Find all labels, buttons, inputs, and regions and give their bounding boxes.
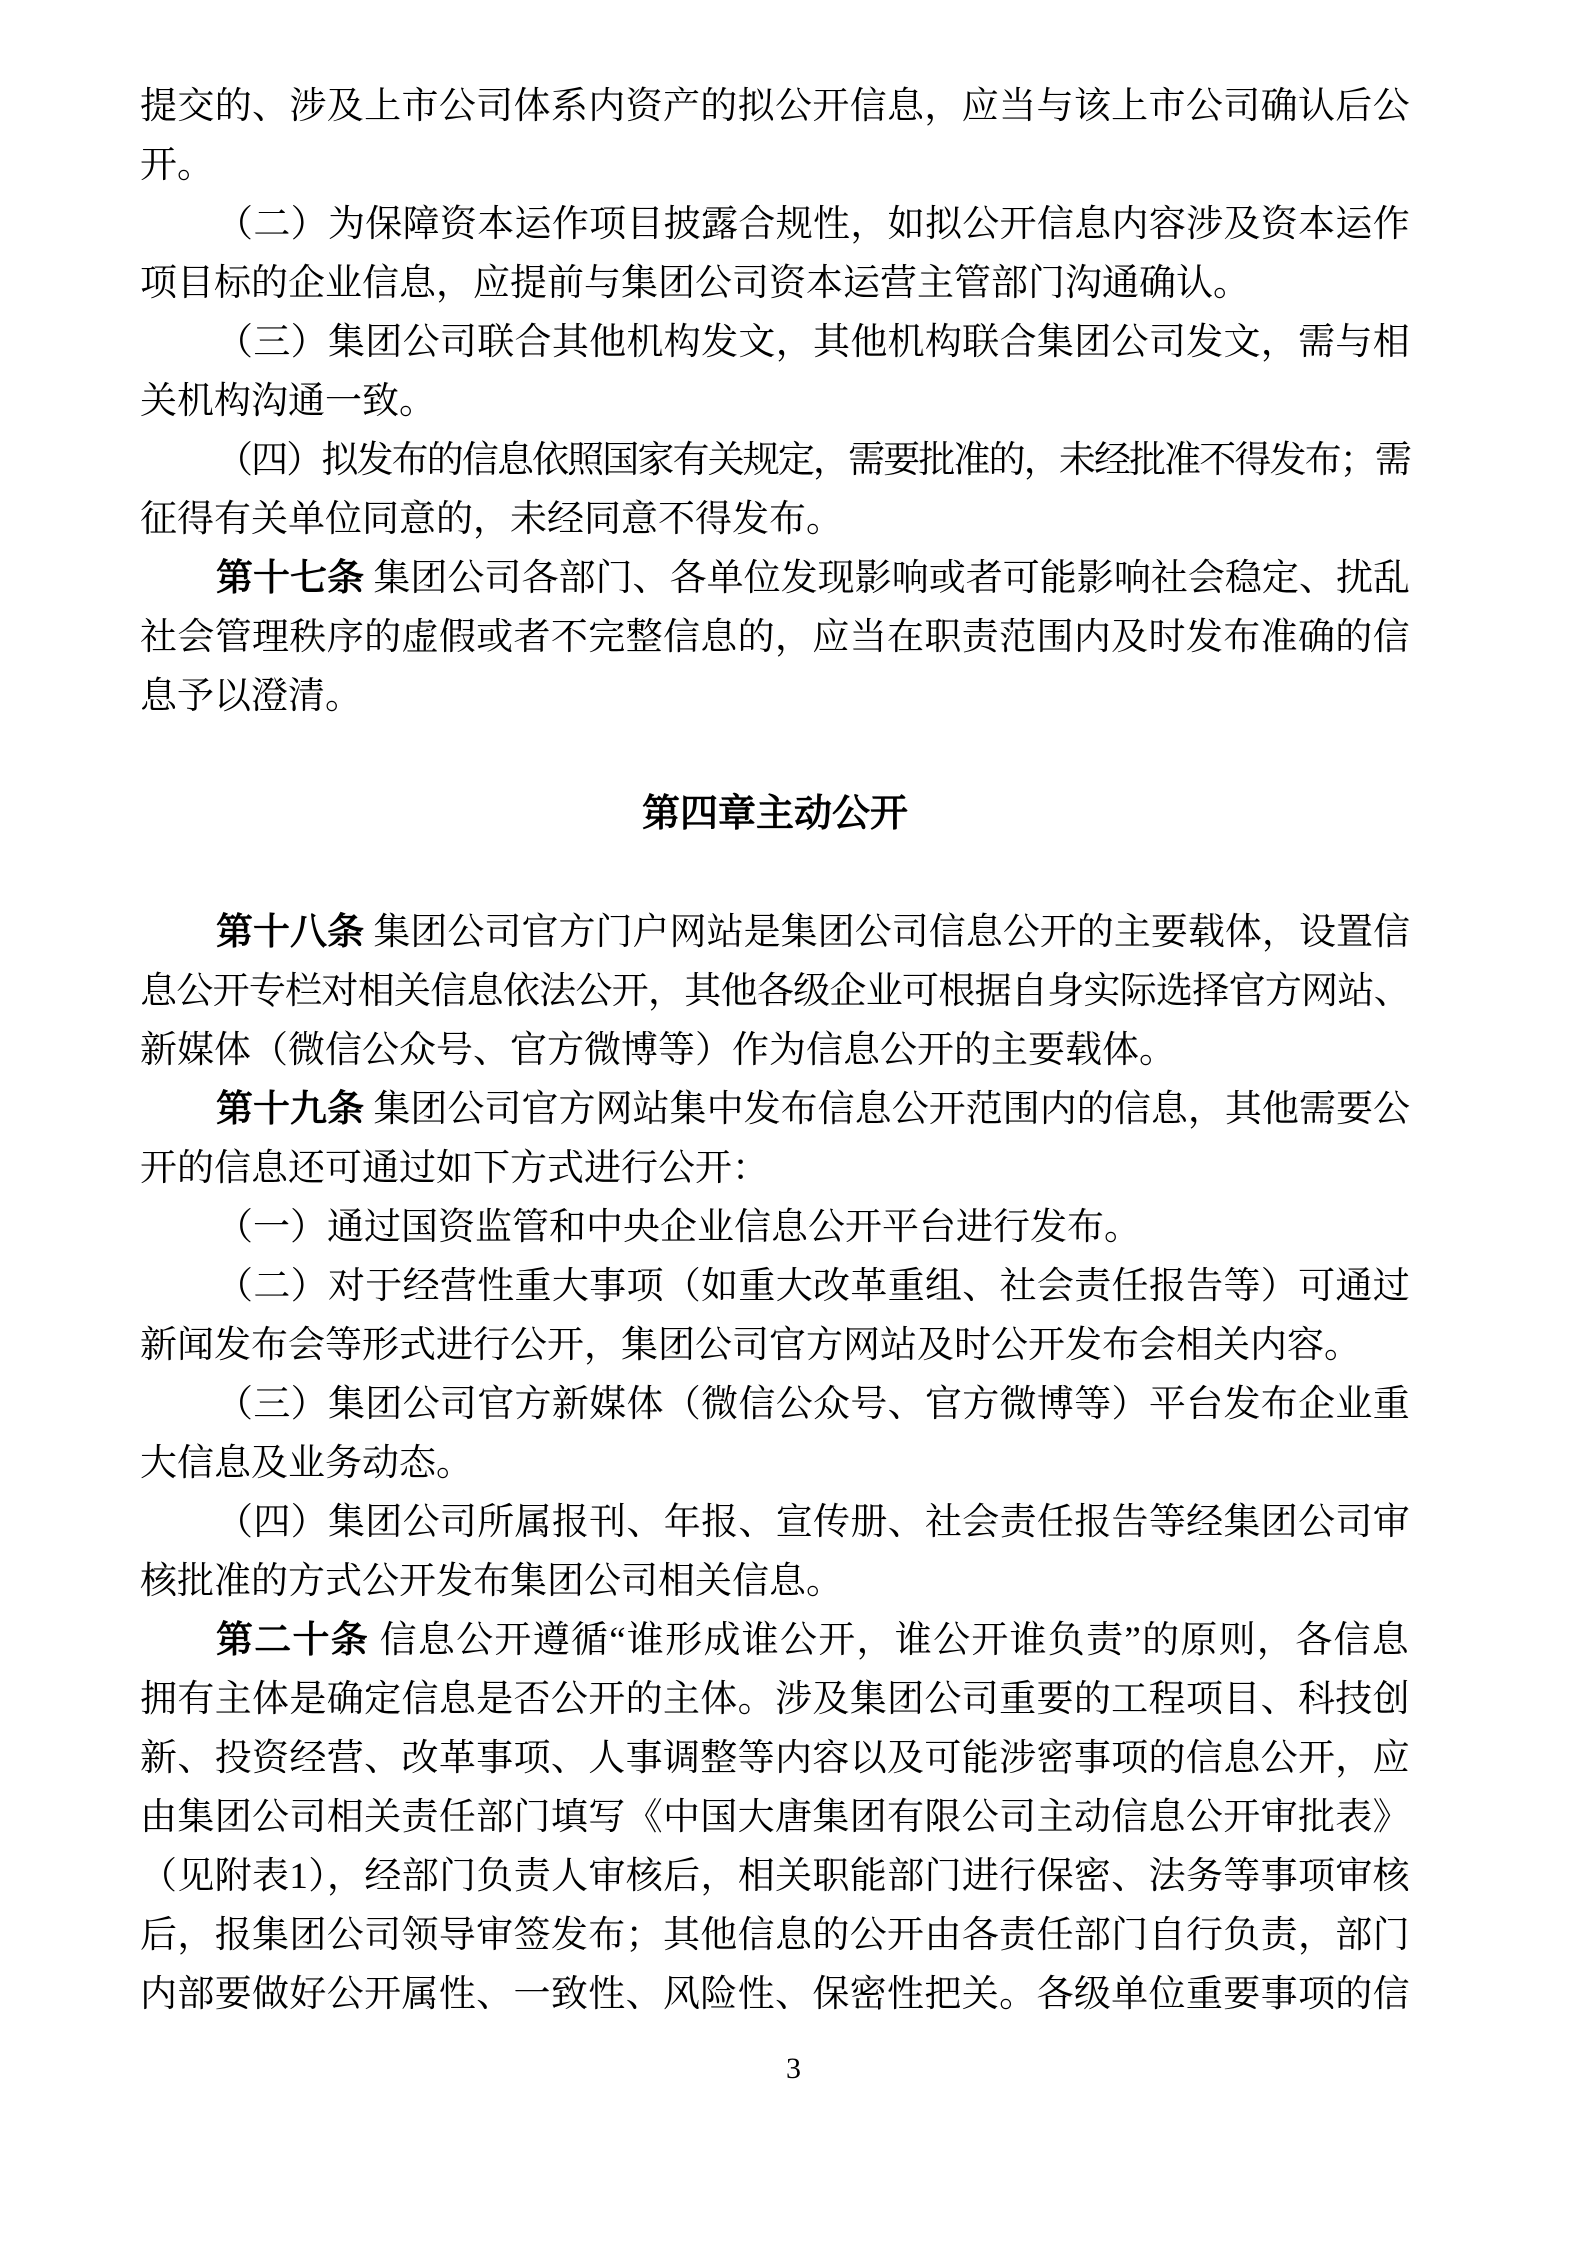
text-line [140,1493,1410,1552]
text-run: 后，报集团公司领导审签发布；其他信息的公开由各责任部门自行负责，部门 [140,1915,1410,1956]
text-line [140,490,1410,549]
text-run: （二）为保障资本运作项目披露合规性，如拟公开信息内容涉及资本运作 [216,204,1411,245]
text-line-content [140,1965,1410,2024]
text-run: （三）集团公司联合其他机构发文，其他机构联合集团公司发文，需与相 [216,322,1411,363]
text-run: 关机构沟通一致。 [140,381,436,422]
text-line-content [140,136,214,195]
text-run: （见附表1），经部门负责人审核后，相关职能部门进行保密、法务等事项审核 [140,1856,1411,1897]
text-run: 新、投资经营、改革事项、人事调整等内容以及可能涉密事项的信息公开，应 [140,1738,1410,1779]
text-line-content [140,667,362,726]
text-line [140,1139,1410,1198]
text-line [140,254,1410,313]
text-line [140,1906,1410,1965]
text-line [140,1965,1410,2024]
text-line-content [140,372,436,431]
text-run: 由集团公司相关责任部门填写《中国大唐集团有限公司主动信息公开审批表》 [140,1797,1410,1838]
text-line [140,1729,1410,1788]
text-run: 开。 [140,145,214,186]
chapter-heading: 第四章主动公开 [641,793,908,835]
text-run: 项目标的企业信息，应提前与集团公司资本运营主管部门沟通确认。 [140,263,1250,304]
text-line [140,1257,1410,1316]
text-run: 提交的、涉及上市公司体系内资产的拟公开信息，应当与该上市公司确认后公 [140,86,1410,127]
text-line-content [216,313,1410,372]
text-run: 大信息及业务动态。 [140,1443,473,1484]
text-line-content [140,962,1410,1021]
text-line-content [140,77,1410,136]
text-line [140,1611,1410,1670]
text-line-content [216,195,1410,254]
text-line [140,431,1410,490]
article-number: 第十九条 [216,1089,365,1130]
text-line [140,1198,1410,1257]
text-line [140,77,1410,136]
text-line [140,1552,1410,1611]
article-number: 第十八条 [216,912,365,953]
text-line-content [140,254,1250,313]
text-line [140,1434,1410,1493]
text-line [140,962,1410,1021]
text-line-content [140,1847,1410,1906]
article-number: 第十七条 [216,558,365,599]
text-run: 息公开专栏对相关信息依法公开，其他各级企业可根据自身实际选择官方网站、 [140,971,1411,1012]
text-line [140,549,1410,608]
text-line [140,667,1410,726]
text-line-content [140,1316,1361,1375]
text-line [140,1847,1410,1906]
text-run: 核批准的方式公开发布集团公司相关信息。 [140,1561,843,1602]
text-line-content [216,1611,1410,1670]
text-line-content [140,1021,1176,1080]
text-line [140,608,1410,667]
text-line [140,1375,1410,1434]
text-line [140,1021,1410,1080]
text-line-content [140,608,1410,667]
text-line-content [216,1080,1410,1139]
text-run: 集团公司官方网站集中发布信息公开范围内的信息，其他需要公 [364,1089,1411,1130]
text-line-content [216,1375,1410,1434]
text-run: 息予以澄清。 [140,676,362,717]
text-run: 集团公司官方门户网站是集团公司信息公开的主要载体，设置信 [364,912,1411,953]
text-line-content [140,490,843,549]
text-line-content [216,1198,1141,1257]
text-line [140,313,1410,372]
text-run: 信息公开遵循“谁形成谁公开，谁公开谁负责”的原则，各信息 [369,1620,1411,1661]
text-run: 征得有关单位同意的，未经同意不得发布。 [140,499,843,540]
text-line [140,1316,1410,1375]
text-line-content [140,1788,1410,1847]
text-line-content [140,1906,1410,1965]
text-run: 新媒体（微信公众号、官方微博等）作为信息公开的主要载体。 [140,1030,1176,1071]
text-line [140,372,1410,431]
text-line [140,195,1410,254]
text-line-content [216,903,1410,962]
text-line-content [216,549,1410,608]
text-run: （四）集团公司所属报刊、年报、宣传册、社会责任报告等经集团公司审 [216,1502,1411,1543]
document-content [140,77,1410,2024]
page-number: 3 [786,2052,801,2085]
text-line-content [140,1670,1410,1729]
text-run: 社会管理秩序的虚假或者不完整信息的，应当在职责范围内及时发布准确的信 [140,617,1410,658]
text-run: 内部要做好公开属性、一致性、风险性、保密性把关。各级单位重要事项的信 [140,1974,1410,2015]
text-line [140,1080,1410,1139]
text-run: 开的信息还可通过如下方式进行公开： [140,1148,769,1189]
text-line-content [140,1434,473,1493]
text-run: （三）集团公司官方新媒体（微信公众号、官方微博等）平台发布企业重 [216,1384,1411,1425]
article-number: 第二十条 [216,1620,370,1661]
text-line [140,136,1410,195]
text-run: （二）对于经营性重大事项（如重大改革重组、社会责任报告等）可通过 [216,1266,1411,1307]
text-line-content [216,1257,1410,1316]
text-line-content [140,1552,843,1611]
text-run: 集团公司各部门、各单位发现影响或者可能影响社会稳定、扰乱 [364,558,1411,599]
text-line [140,1670,1410,1729]
text-line [140,1788,1410,1847]
text-line-content [140,1139,769,1198]
text-run: （四）拟发布的信息依照国家有关规定，需要批准的，未经批准不得发布；需 [216,440,1411,481]
text-line-content [140,1729,1410,1788]
text-run: 新闻发布会等形式进行公开，集团公司官方网站及时公开发布会相关内容。 [140,1325,1361,1366]
text-line-content [216,431,1410,490]
text-line-content [216,1493,1410,1552]
text-run: （一）通过国资监管和中央企业信息公开平台进行发布。 [216,1207,1141,1248]
text-line [140,903,1410,962]
text-run: 拥有主体是确定信息是否公开的主体。涉及集团公司重要的工程项目、科技创 [140,1679,1410,1720]
